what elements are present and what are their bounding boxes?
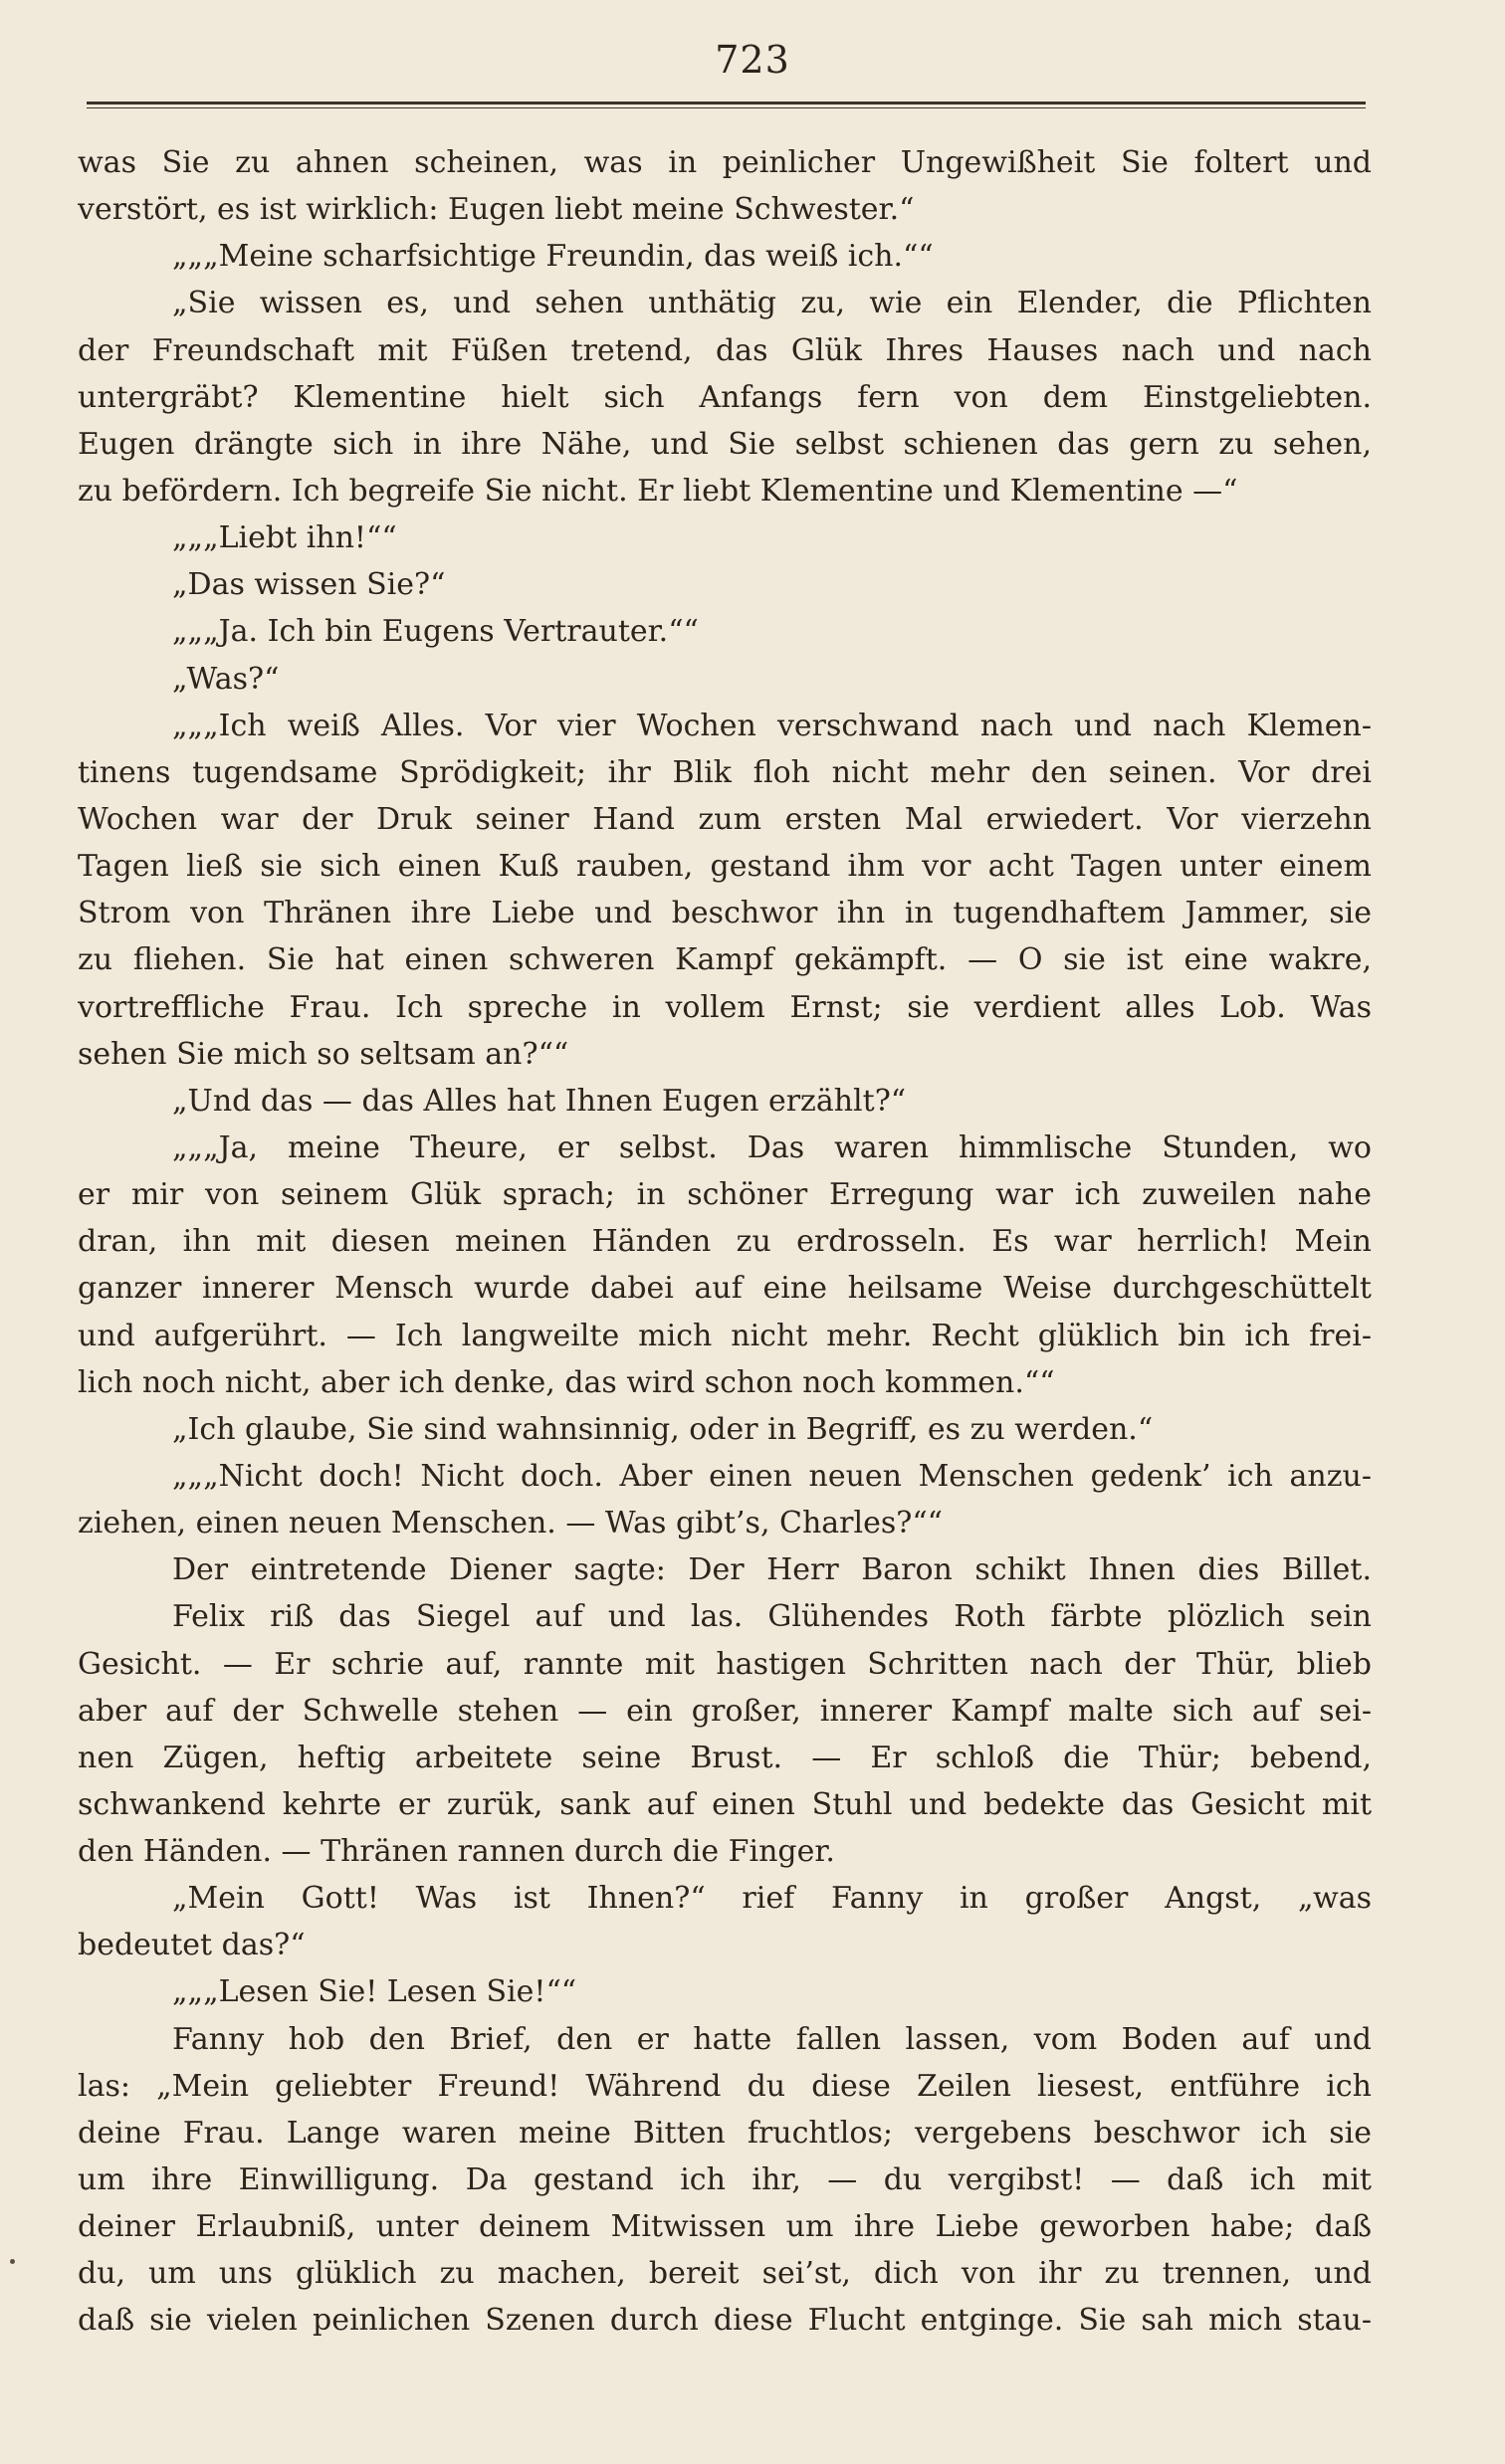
text-line: „Ich glaube, Sie sind wahnsinnig, oder in Begriff, es zu werden.“: [172, 1411, 1154, 1447]
text-line: den Händen. — Thränen rannen durch die Finger.: [78, 1834, 835, 1870]
body-text: [78, 139, 1372, 2345]
text-line: er mir von seinem Glük sprach; in schöner Erregung war ich zuweilen nahe: [78, 1177, 1372, 1213]
header-rule: [87, 102, 1366, 110]
text-line: um ihre Einwilligung. Da gestand ich ihr, — du vergibst! — daß ich mit: [78, 2162, 1372, 2198]
text-line: zu befördern. Ich begreife Sie nicht. Er liebt Klementine und Klementine —“: [78, 473, 1238, 509]
text-line: zu fliehen. Sie hat einen schweren Kampf gekämpft. — O sie ist eine wakre,: [78, 942, 1372, 978]
text-line: Tagen ließ sie sich einen Kuß rauben, gestand ihm vor acht Tagen unter einem: [78, 849, 1372, 885]
text-line: schwankend kehrte er zurük, sank auf einen Stuhl und bedekte das Gesicht mit: [78, 1786, 1372, 1822]
text-line: deine Frau. Lange waren meine Bitten fruchtlos; vergebens beschwor ich sie: [78, 2115, 1372, 2151]
text-line: was Sie zu ahnen scheinen, was in peinlicher Ungewißheit Sie foltert und: [78, 145, 1372, 180]
text-line: bedeutet das?“: [78, 1928, 306, 1963]
text-line: „„„Ja, meine Theure, er selbst. Das waren himmlische Stunden, wo: [172, 1129, 1372, 1165]
text-line: ganzer innerer Mensch wurde dabei auf eine heilsame Weise durchgeschüttelt: [78, 1271, 1372, 1307]
text-line: Strom von Thränen ihre Liebe und beschwor ihn in tugendhaftem Jammer, sie: [78, 896, 1372, 931]
text-line: „Das wissen Sie?“: [172, 567, 446, 603]
page-number: 723: [715, 38, 790, 82]
text-line: „Sie wissen es, und sehen unthätig zu, wie ein Elender, die Pflichten: [172, 286, 1372, 321]
text-line: deiner Erlaubniß, unter deinem Mitwissen um ihre Liebe geworben habe; daß: [78, 2209, 1372, 2245]
text-line: „„„Meine scharfsichtige Freundin, das weiß ich.““: [172, 239, 934, 275]
text-line: lich noch nicht, aber ich denke, das wird schon noch kommen.““: [78, 1364, 1055, 1400]
text-line: daß sie vielen peinlichen Szenen durch diese Flucht entginge. Sie sah mich stau-: [78, 2303, 1372, 2339]
text-line: ziehen, einen neuen Menschen. — Was gibt’s, Charles?““: [78, 1506, 944, 1541]
text-line: „Und das — das Alles hat Ihnen Eugen erzählt?“: [172, 1083, 907, 1119]
text-line: vortreffliche Frau. Ich spreche in vollem Ernst; sie verdient alles Lob. Was: [78, 989, 1372, 1025]
text-line: sehen Sie mich so seltsam an?““: [78, 1036, 569, 1072]
text-line: nen Zügen, heftig arbeitete seine Brust. — Er schloß die Thür; bebend,: [78, 1740, 1372, 1775]
text-line: Gesicht. — Er schrie auf, rannte mit hastigen Schritten nach der Thür, blieb: [78, 1646, 1372, 1682]
text-line: verstört, es ist wirklich: Eugen liebt meine Schwester.“: [78, 192, 915, 228]
text-line: „„„Lesen Sie! Lesen Sie!““: [172, 1974, 577, 2010]
text-line: untergräbt? Klementine hielt sich Anfangs fern von dem Einstgeliebten.: [78, 379, 1372, 415]
text-line: „„„Ich weiß Alles. Vor vier Wochen verschwand nach und nach Klemen-: [172, 708, 1372, 743]
text-line: du, um uns glüklich zu machen, bereit sei’st, dich von ihr zu trennen, und: [78, 2256, 1372, 2292]
text-line: Fanny hob den Brief, den er hatte fallen lassen, vom Boden auf und: [172, 2021, 1372, 2057]
text-line: und aufgerührt. — Ich langweilte mich nicht mehr. Recht glüklich bin ich frei-: [78, 1318, 1372, 1353]
text-line: aber auf der Schwelle stehen — ein großer, innerer Kampf malte sich auf sei-: [78, 1693, 1372, 1729]
text-line: Felix riß das Siegel auf und las. Glühendes Roth färbte plözlich sein: [172, 1599, 1372, 1635]
text-line: Wochen war der Druk seiner Hand zum ersten Mal erwiedert. Vor vierzehn: [78, 801, 1372, 837]
text-line: tinens tugendsame Sprödigkeit; ihr Blik floh nicht mehr den seinen. Vor drei: [78, 754, 1372, 790]
ink-speck: [10, 2259, 15, 2264]
text-line: las: „Mein geliebter Freund! Während du diese Zeilen liesest, entführe ich: [78, 2068, 1372, 2104]
text-line: „„„Nicht doch! Nicht doch. Aber einen neuen Menschen gedenk’ ich anzu-: [172, 1458, 1372, 1494]
text-line: Eugen drängte sich in ihre Nähe, und Sie selbst schienen das gern zu sehen,: [78, 426, 1372, 462]
text-line: „„„Liebt ihn!““: [172, 520, 397, 556]
text-line: der Freundschaft mit Füßen tretend, das Glük Ihres Hauses nach und nach: [78, 332, 1372, 368]
text-line: Der eintretende Diener sagte: Der Herr Baron schikt Ihnen dies Billet.: [172, 1552, 1372, 1588]
text-line: „Was?“: [172, 661, 280, 697]
text-line: dran, ihn mit diesen meinen Händen zu erdrosseln. Es war herrlich! Mein: [78, 1224, 1372, 1260]
text-line: „„„Ja. Ich bin Eugens Vertrauter.““: [172, 614, 699, 650]
text-line: „Mein Gott! Was ist Ihnen?“ rief Fanny in großer Angst, „was: [172, 1881, 1372, 1917]
